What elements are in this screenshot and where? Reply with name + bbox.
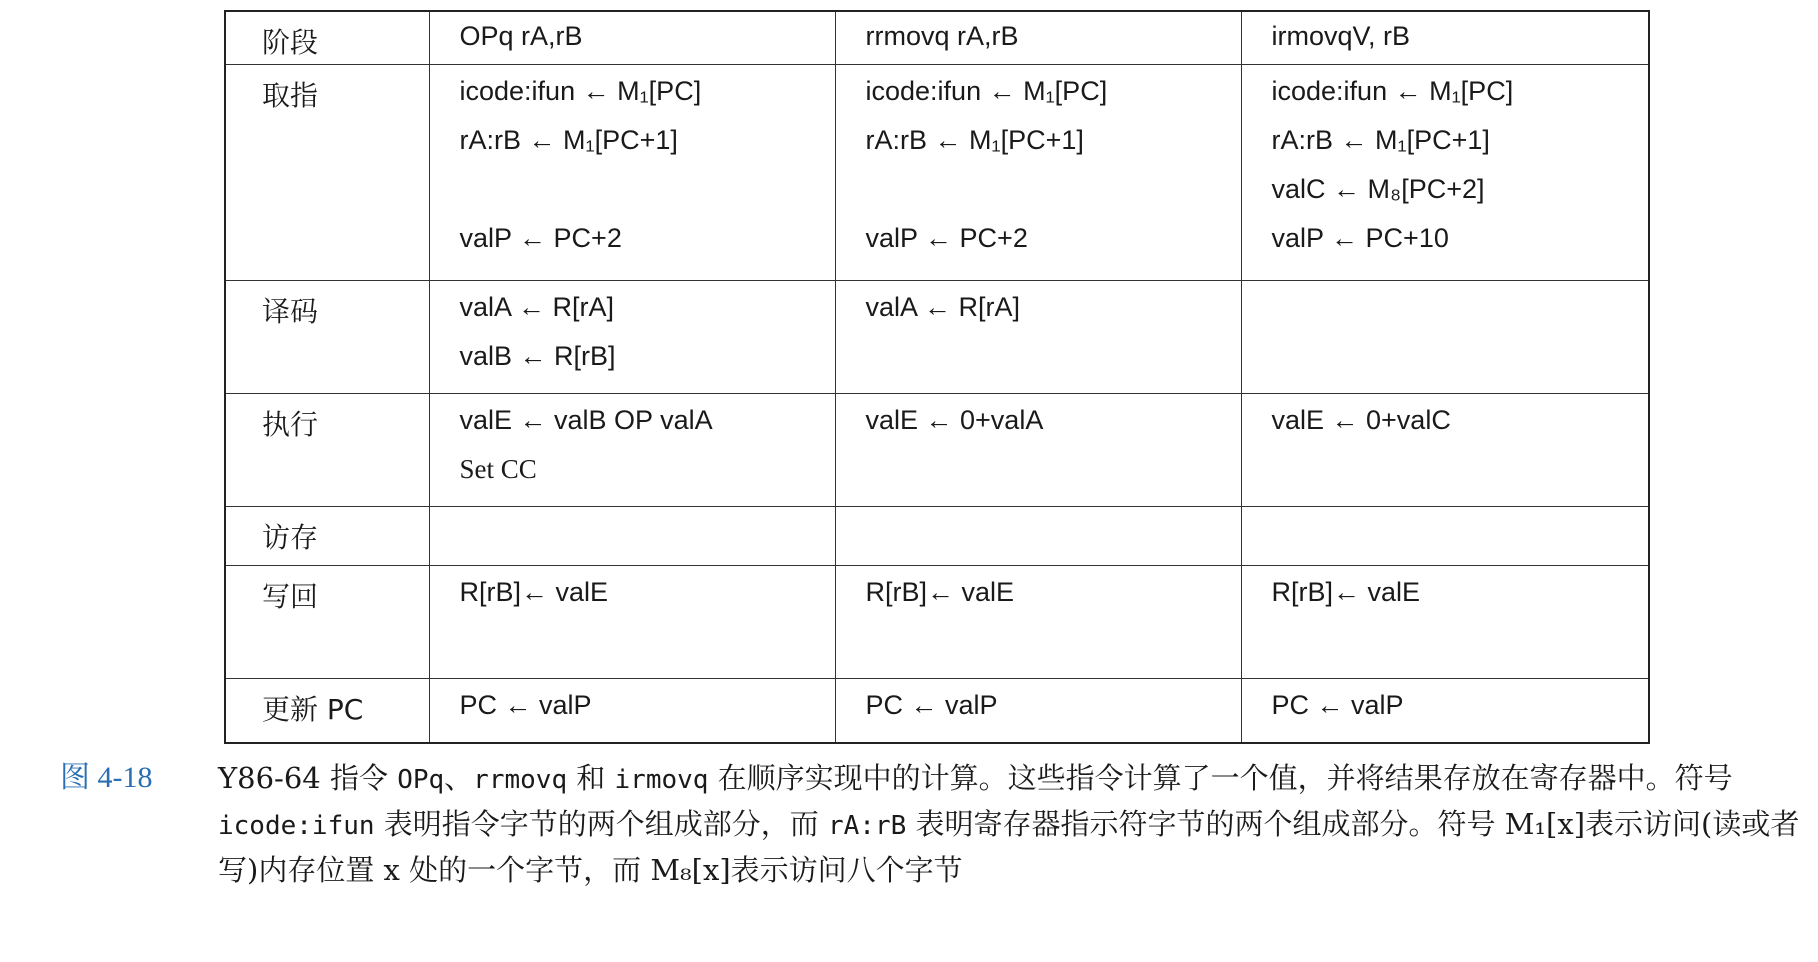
table-cell [835, 64, 1241, 280]
cell-line: valB ← R[rB] [459, 340, 616, 371]
cell-line: PC ← valP [1271, 690, 1404, 721]
cell-line: Set CC [459, 454, 537, 485]
stage-label: 执行 [225, 394, 429, 507]
table-cell [835, 507, 1241, 565]
header-stage: 阶段 [225, 11, 429, 64]
table-cell [835, 394, 1241, 507]
cell-line: icode:ifun ← M₁[PC] [865, 75, 1108, 106]
table-row-execute [225, 394, 1649, 507]
table-cell [429, 507, 835, 565]
table-row-writeback [225, 565, 1649, 678]
table-header-row [225, 11, 1649, 64]
cell-line: icode:ifun ← M₁[PC] [459, 75, 702, 106]
cell-line: valA ← R[rA] [865, 291, 1021, 322]
cell-line: rA:rB ← M₁[PC+1] [459, 124, 678, 155]
header-rrmovq: rrmovq rA,rB [835, 11, 1241, 64]
spacer [460, 172, 835, 221]
caption-segment: Y86-64 指令 [218, 761, 398, 795]
table-cell [429, 64, 835, 280]
cell-line: PC ← valP [459, 690, 592, 721]
stage-label: 更新 PC [225, 679, 429, 743]
table-body [225, 11, 1649, 743]
cell-line: valC ← M₈[PC+2] [1271, 173, 1485, 204]
caption-code: rrmovq [473, 765, 568, 795]
cell-line: valP ← PC+10 [1271, 222, 1449, 253]
cell-line: R[rB]← valE [1271, 576, 1421, 607]
caption-segment: 表明寄存器指示符字节的两个组成部分。符号 M₁[x]表示访问(读或者写)内存位置 x 处的一个字节，而 M₈[x]表示访问八个字节 [218, 807, 1800, 887]
instruction-stage-table [224, 10, 1650, 744]
caption-segment: 和 [567, 761, 615, 795]
caption-text [218, 756, 1800, 892]
table-cell [429, 679, 835, 743]
table-row-memory [225, 507, 1649, 565]
table-row-decode [225, 280, 1649, 393]
cell-line: R[rB]← valE [459, 576, 609, 607]
caption-segment: 在顺序实现中的计算。这些指令计算了一个值，并将结果存放在寄存器中。符号 [708, 761, 1733, 795]
table-cell [1241, 64, 1649, 280]
cell-line: valE ← valB OP valA [459, 405, 713, 436]
table-cell [429, 280, 835, 393]
cell-line: rA:rB ← M₁[PC+1] [1271, 124, 1490, 155]
table-cell [835, 565, 1241, 678]
table-cell [835, 280, 1241, 393]
cell-line: rA:rB ← M₁[PC+1] [865, 124, 1084, 155]
table-cell [1241, 394, 1649, 507]
header-irmovq: irmovqV, rB [1241, 11, 1649, 64]
caption-code: irmovq [614, 765, 709, 795]
caption-code: icode:ifun [218, 811, 375, 841]
caption-code: OPq [397, 765, 445, 795]
caption-segment: 表明指令字节的两个组成部分，而 [374, 807, 828, 841]
stage-label: 访存 [225, 507, 429, 565]
caption-code: rA:rB [827, 811, 907, 841]
cell-line: icode:ifun ← M₁[PC] [1271, 75, 1514, 106]
figure-label: 图 4-18 [60, 761, 153, 794]
table-cell [1241, 280, 1649, 393]
table-cell [429, 394, 835, 507]
table-cell [835, 679, 1241, 743]
cell-line: valE ← 0+valC [1271, 405, 1451, 436]
stage-label: 写回 [225, 565, 429, 678]
table-row-update-pc [225, 679, 1649, 743]
stage-label: 取指 [225, 64, 429, 280]
cell-line: PC ← valP [865, 690, 998, 721]
cell-line: valP ← PC+2 [459, 222, 622, 253]
cell-line: R[rB]← valE [865, 576, 1015, 607]
cell-line: valA ← R[rA] [459, 291, 615, 322]
caption-segment: 、 [444, 761, 474, 795]
spacer [866, 172, 1241, 221]
header-opq: OPq rA,rB [429, 11, 835, 64]
table-cell [1241, 679, 1649, 743]
table-cell [1241, 507, 1649, 565]
cell-line: valE ← 0+valA [865, 405, 1044, 436]
table-row-fetch [225, 64, 1649, 280]
table-cell [1241, 565, 1649, 678]
stage-label: 译码 [225, 280, 429, 393]
table-cell [429, 565, 835, 678]
cell-line: valP ← PC+2 [865, 222, 1028, 253]
